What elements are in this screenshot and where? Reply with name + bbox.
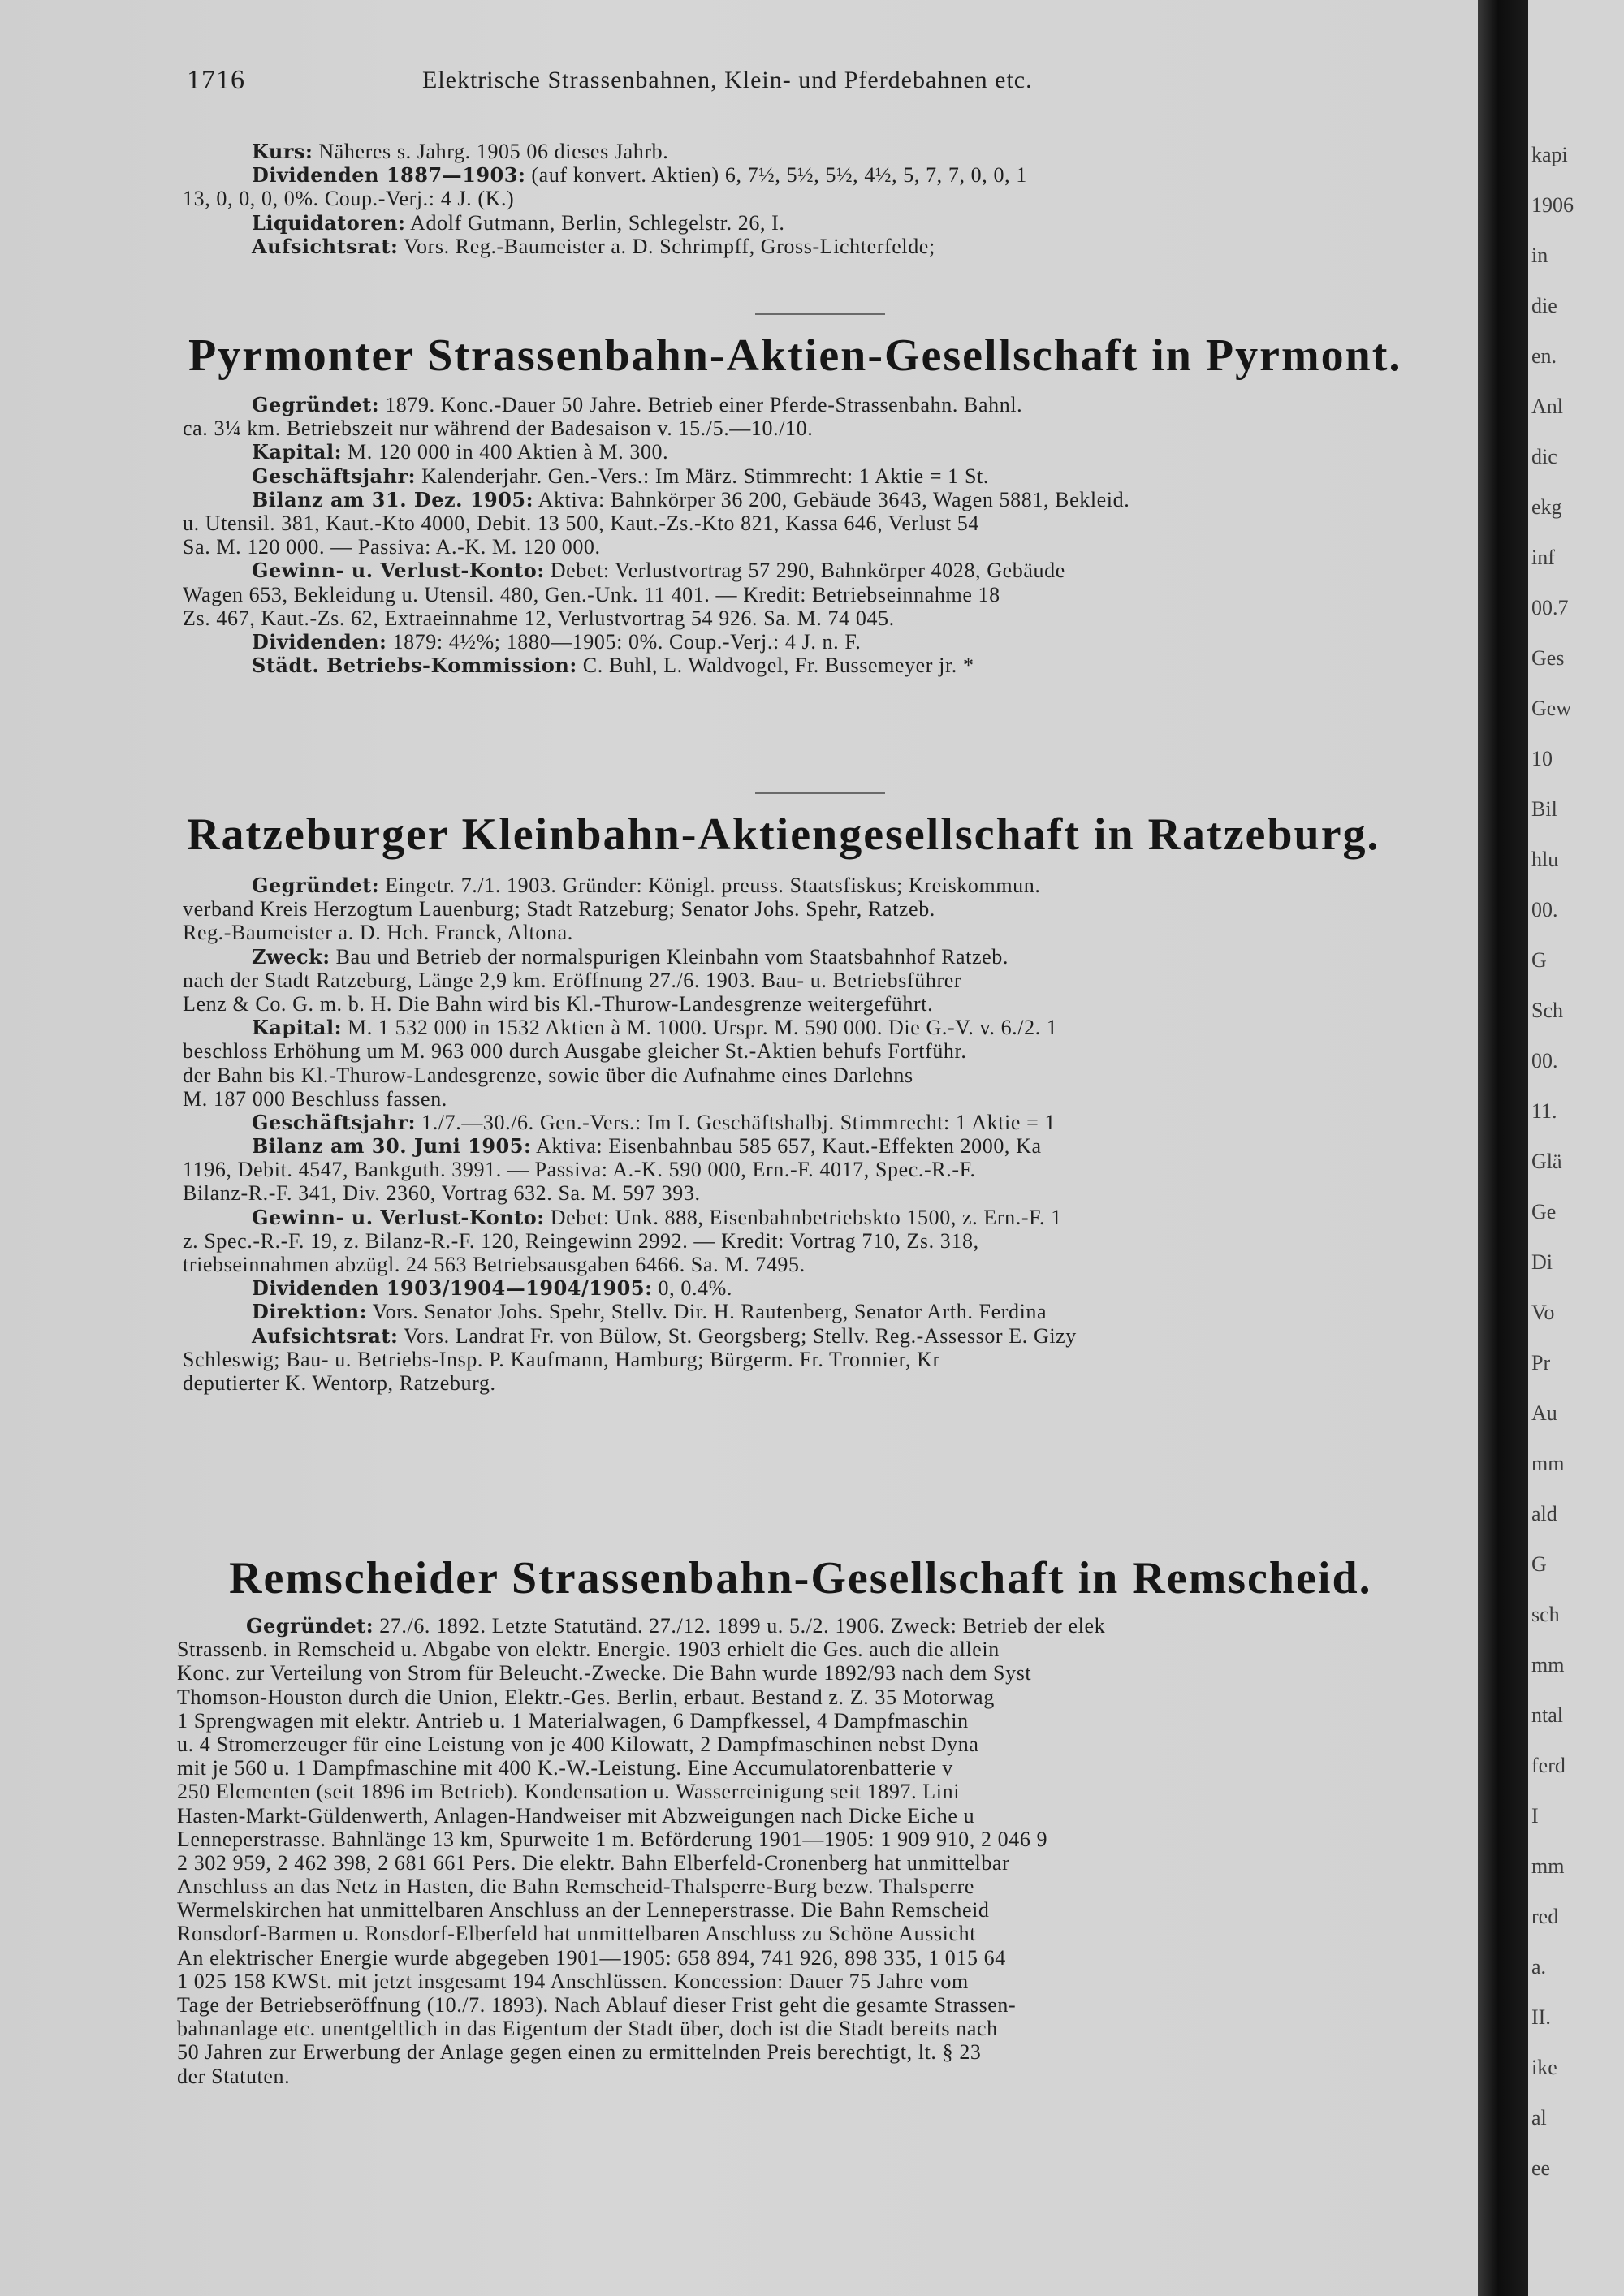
field-text: 0, 0.4%. <box>658 1276 733 1301</box>
text-line <box>177 1733 1476 1756</box>
adjacent-page-fragment: 00. <box>1531 898 1558 921</box>
field-text: Zs. 467, Kaut.-Zs. 62, Extraeinnahme 12, Verlustvortrag 54 926. Sa. M. 74 045. <box>183 606 895 630</box>
field-text: u. Utensil. 381, Kaut.-Kto 4000, Debit. 13 500, Kaut.-Zs.-Kto 821, Kassa 646, Verlust 54 <box>183 511 980 535</box>
field-label: Aufsichtsrat: <box>252 234 399 258</box>
text-line <box>177 1946 1476 1970</box>
text-line <box>183 897 1482 921</box>
text-line <box>183 606 1482 630</box>
field-text: Tage der Betriebseröffnung (10./7. 1893). Nach Ablauf dieser Frist geht die gesamte Strassen- <box>177 1993 1017 2017</box>
field-text: ca. 3¼ km. Betriebszeit nur während der Badesaison v. 15./5.—10./10. <box>183 416 814 441</box>
text-line <box>183 464 1482 488</box>
field-text: triebseinnahmen abzügl. 24 563 Betriebsausgaben 6466. Sa. M. 7495. <box>183 1253 806 1276</box>
text-line <box>177 1661 1476 1685</box>
field-text: Sa. M. 120 000. — Passiva: A.-K. M. 120 000. <box>183 535 601 559</box>
adjacent-page-fragment: en. <box>1531 344 1557 368</box>
adjacent-page-fragment: Pr <box>1531 1351 1551 1375</box>
text-line <box>177 1685 1476 1709</box>
adjacent-page-fragment: 1906 <box>1531 193 1574 217</box>
adjacent-page-fragment: Anl <box>1531 395 1563 418</box>
field-label: Gegründet: <box>252 874 380 897</box>
previous-entry-continuation <box>183 140 1482 258</box>
adjacent-page-fragment: sch <box>1531 1603 1560 1626</box>
adjacent-page-fragment: ekg <box>1531 495 1562 519</box>
entry-heading-remscheid: Remscheider Strassenbahn-Gesellschaft in Remscheid. <box>229 1553 1372 1603</box>
adjacent-page-fragment: in <box>1531 244 1548 267</box>
field-text: Schleswig; Bau- u. Betriebs-Insp. P. Kaufmann, Hamburg; Bürgerm. Fr. Tronnier, Kr <box>183 1347 940 1371</box>
adjacent-page-fragment: ike <box>1531 2056 1557 2079</box>
field-text: Lenz & Co. G. m. b. H. Die Bahn wird bis Kl.-Thurow-Landesgrenze weitergeführt. <box>183 991 934 1016</box>
text-line <box>183 1300 1482 1323</box>
field-text: Wermelskirchen hat unmittelbaren Anschluss an der Lenneperstrasse. Die Bahn Remscheid <box>177 1898 990 1923</box>
field-text: deputierter K. Wentorp, Ratzeburg. <box>183 1370 496 1395</box>
adjacent-page-fragment: I <box>1531 1804 1539 1828</box>
adjacent-page-fragment: Glä <box>1531 1150 1562 1173</box>
field-text: 50 Jahren zur Erwerbung der Anlage gegen einen zu ermittelnden Preis berechtigt, lt. § 23 <box>177 2040 982 2065</box>
text-line <box>177 1614 1476 1638</box>
field-text: Kalenderjahr. Gen.-Vers.: Im März. Stimmrecht: 1 Aktie = 1 St. <box>421 464 989 488</box>
text-line <box>183 211 1482 235</box>
adjacent-page-fragment: ald <box>1531 1502 1557 1526</box>
text-line <box>183 140 1482 163</box>
field-label: Geschäftsjahr: <box>252 464 416 488</box>
text-line <box>183 1181 1482 1205</box>
adjacent-page-fragment: Gew <box>1531 697 1572 720</box>
adjacent-page-fragment: hlu <box>1531 848 1559 871</box>
text-line <box>177 1993 1476 2017</box>
field-label: Direktion: <box>252 1300 367 1324</box>
field-text: nach der Stadt Ratzeburg, Länge 2,9 km. Eröffnung 27./6. 1903. Bau- u. Betriebsführer <box>183 968 962 992</box>
field-text: 1 Sprengwagen mit elektr. Antrieb u. 1 Materialwagen, 6 Dampfkessel, 4 Dampfmaschin <box>177 1708 969 1733</box>
text-line <box>177 1851 1476 1875</box>
text-line <box>183 992 1482 1016</box>
entry-heading-ratzeburg: Ratzeburger Kleinbahn-Aktiengesellschaft in Ratzeburg. <box>187 809 1380 860</box>
adjacent-page-fragment: dic <box>1531 445 1557 468</box>
adjacent-page-fragment: Sch <box>1531 999 1563 1022</box>
field-text: verband Kreis Herzogtum Lauenburg; Stadt Ratzeburg; Senator Johs. Spehr, Ratzeb. <box>183 897 935 921</box>
field-label: Aufsichtsrat: <box>252 1323 399 1348</box>
field-text: Debet: Unk. 888, Eisenbahnbetriebskto 1500, z. Ern.-F. 1 <box>550 1205 1062 1229</box>
text-line <box>183 1111 1482 1134</box>
adjacent-page-fragment: red <box>1531 1905 1559 1928</box>
field-text: Eingetr. 7./1. 1903. Gründer: Königl. preuss. Staatsfiskus; Kreiskommun. <box>385 874 1041 897</box>
text-line <box>177 1780 1476 1803</box>
book-gutter <box>1478 0 1528 2296</box>
field-text: An elektrischer Energie wurde abgegeben 1901—1905: 658 894, 741 926, 898 335, 1 015 64 <box>177 1945 1006 1970</box>
text-line <box>183 163 1482 187</box>
text-line <box>177 1828 1476 1851</box>
adjacent-page-fragment: 00.7 <box>1531 596 1569 619</box>
field-label: Gegründet: <box>252 393 380 416</box>
field-text: Vors. Senator Johs. Spehr, Stellv. Dir. H. Rautenberg, Senator Arth. Ferdina <box>372 1300 1047 1324</box>
field-label: Dividenden: <box>252 629 387 654</box>
adjacent-page-edge <box>1528 0 1624 2296</box>
adjacent-page-fragment: mm <box>1531 1854 1565 1878</box>
adjacent-page-fragment: die <box>1531 294 1557 317</box>
entry-body-pyrmont <box>183 393 1482 677</box>
text-line <box>183 393 1482 416</box>
text-line <box>183 535 1482 559</box>
field-text: Wagen 653, Bekleidung u. Utensil. 480, Gen.-Unk. 11 401. — Kredit: Betriebseinnahme 18 <box>183 582 1000 606</box>
field-text: 250 Elementen (seit 1896 im Betrieb). Kondensation u. Wasserreinigung seit 1897. Lini <box>177 1780 961 1804</box>
field-text: Bau und Betrieb der normalspurigen Kleinbahn vom Staatsbahnhof Ratzeb. <box>335 944 1009 969</box>
text-line <box>183 1276 1482 1300</box>
field-text: M. 187 000 Beschluss fassen. <box>183 1086 447 1111</box>
text-line <box>183 187 1482 210</box>
field-label: Bilanz am 31. Dez. 1905: <box>252 487 533 511</box>
text-line <box>183 583 1482 606</box>
field-text: Bilanz-R.-F. 341, Div. 2360, Vortrag 632. Sa. M. 597 393. <box>183 1181 701 1206</box>
field-text: Aktiva: Eisenbahnbau 585 657, Kaut.-Effekten 2000, Ka <box>535 1134 1042 1159</box>
text-line <box>177 1638 1476 1661</box>
field-text: u. 4 Stromerzeuger für eine Leistung von je 400 Kilowatt, 2 Dampfmaschinen nebst Dyna <box>177 1732 979 1756</box>
field-text: Anschluss an das Netz in Hasten, die Bahn Remscheid-Thalsperre-Burg bezw. Thalsperre <box>177 1875 975 1899</box>
field-text: Lenneperstrasse. Bahnlänge 13 km, Spurweite 1 m. Beförderung 1901—1905: 1 909 910, 2 046 9 <box>177 1827 1048 1851</box>
entry-heading-pyrmont: Pyrmonter Strassenbahn-Aktien-Gesellschaft in Pyrmont. <box>188 330 1402 381</box>
field-text: Ronsdorf-Barmen u. Ronsdorf-Elberfeld hat unmittelbaren Anschluss zu Schöne Aussicht <box>177 1922 977 1946</box>
field-text: Konc. zur Verteilung von Strom für Beleucht.-Zwecke. Die Bahn wurde 1892/93 nach dem Syst <box>177 1661 1032 1685</box>
text-line <box>177 1709 1476 1733</box>
text-line <box>177 2017 1476 2040</box>
field-text: 1879: 4½%; 1880—1905: 0%. Coup.-Verj.: 4 J. n. F. <box>392 629 862 654</box>
text-line <box>177 1804 1476 1828</box>
adjacent-page-fragment: kapi <box>1531 143 1568 166</box>
adjacent-page-fragment: mm <box>1531 1452 1565 1475</box>
field-text: mit je 560 u. 1 Dampfmaschine mit 400 K.-W.-Leistung. Eine Accumulatorenbatterie v <box>177 1756 953 1780</box>
adjacent-page-fragment: Ge <box>1531 1200 1557 1224</box>
text-line <box>183 630 1482 654</box>
adjacent-page-fragment: II. <box>1531 2005 1551 2029</box>
field-text: 1196, Debit. 4547, Bankguth. 3991. — Passiva: A.-K. 590 000, Ern.-F. 4017, Spec.-R.-F. <box>183 1158 976 1182</box>
section-divider <box>755 792 885 794</box>
text-line <box>183 559 1482 582</box>
text-line <box>177 1970 1476 1993</box>
field-text: der Statuten. <box>177 2064 291 2088</box>
text-line <box>183 1324 1482 1348</box>
field-text: beschloss Erhöhung um M. 963 000 durch Ausgabe gleicher St.-Aktien behufs Fortführ. <box>183 1039 967 1064</box>
field-label: Gewinn- u. Verlust-Konto: <box>252 1205 545 1229</box>
field-text: Reg.-Baumeister a. D. Hch. Franck, Altona. <box>183 921 573 945</box>
field-label: Kapital: <box>252 440 342 464</box>
field-text: Thomson-Houston durch die Union, Elektr.-Ges. Berlin, erbaut. Bestand z. Z. 35 Motorwag <box>177 1685 995 1709</box>
text-line <box>183 921 1482 944</box>
field-text: Adolf Gutmann, Berlin, Schlegelstr. 26, I. <box>410 210 785 235</box>
field-label: Liquidatoren: <box>252 210 406 235</box>
adjacent-page-fragment: Ges <box>1531 646 1565 670</box>
field-label: Bilanz am 30. Juni 1905: <box>252 1134 532 1159</box>
text-line <box>183 1206 1482 1229</box>
adjacent-page-fragment: 00. <box>1531 1049 1558 1072</box>
adjacent-page-fragment: ntal <box>1531 1703 1563 1727</box>
section-divider <box>755 313 885 315</box>
text-line <box>177 2040 1476 2064</box>
field-text: Aktiva: Bahnkörper 36 200, Gebäude 3643, Wagen 5881, Bekleid. <box>538 487 1130 511</box>
text-line <box>183 416 1482 440</box>
field-label: Dividenden 1903/1904—1904/1905: <box>252 1276 653 1301</box>
field-text: 1./7.—30./6. Gen.-Vers.: Im I. Geschäftshalbj. Stimmrecht: 1 Aktie = 1 <box>421 1110 1056 1134</box>
text-line <box>177 1875 1476 1898</box>
text-line <box>183 1087 1482 1111</box>
text-line <box>183 1134 1482 1158</box>
field-label: Dividenden 1887—1903: <box>252 163 526 188</box>
text-line <box>183 874 1482 897</box>
field-label: Geschäftsjahr: <box>252 1110 416 1134</box>
adjacent-page-fragment: 11. <box>1531 1099 1557 1123</box>
field-text: M. 1 532 000 in 1532 Aktien à M. 1000. Urspr. M. 590 000. Die G.-V. v. 6./2. 1 <box>348 1016 1058 1040</box>
adjacent-page-fragment: al <box>1531 2106 1547 2130</box>
adjacent-page-fragment: a. <box>1531 1955 1547 1979</box>
field-label: Gewinn- u. Verlust-Konto: <box>252 559 545 583</box>
field-text: Vors. Reg.-Baumeister a. D. Schrimpff, Gross-Lichterfelde; <box>403 234 935 258</box>
field-label: Gegründet: <box>246 1614 374 1638</box>
field-label: Städt. Betriebs-Kommission: <box>252 654 577 678</box>
field-text: M. 120 000 in 400 Aktien à M. 300. <box>348 440 669 464</box>
field-text: (auf konvert. Aktien) 6, 7½, 5½, 5½, 4½, 5, 7, 7, 0, 0, 1 <box>531 163 1027 188</box>
field-label: Zweck: <box>252 944 330 969</box>
text-line <box>183 1371 1482 1395</box>
field-text: 27./6. 1892. Letzte Statutänd. 27./12. 1899 u. 5./2. 1906. Zweck: Betrieb der elek <box>379 1614 1106 1638</box>
field-text: z. Spec.-R.-F. 19, z. Bilanz-R.-F. 120, Reingewinn 2992. — Kredit: Vortrag 710, Zs. 318, <box>183 1228 979 1253</box>
adjacent-page-fragment: Au <box>1531 1401 1557 1425</box>
text-line <box>183 969 1482 992</box>
adjacent-page-fragment: mm <box>1531 1653 1565 1677</box>
field-label: Kapital: <box>252 1016 342 1040</box>
text-line <box>183 1348 1482 1371</box>
field-text: 1 025 158 KWSt. mit jetzt insgesamt 194 Anschlüssen. Koncession: Dauer 75 Jahre vom <box>177 1969 969 1993</box>
adjacent-page-fragment: Vo <box>1531 1301 1555 1324</box>
text-line <box>183 1229 1482 1253</box>
running-title: Elektrische Strassenbahnen, Klein- und Pferdebahnen etc. <box>422 67 1033 93</box>
adjacent-page-fragment: G <box>1531 948 1547 972</box>
entry-body-remscheid <box>177 1614 1476 2088</box>
entry-body-ratzeburg <box>183 874 1482 1395</box>
field-text: Hasten-Markt-Güldenwerth, Anlagen-Handweiser mit Abzweigungen nach Dicke Eiche u <box>177 1803 975 1828</box>
text-line <box>177 1756 1476 1780</box>
text-line <box>183 440 1482 464</box>
adjacent-page-fragment: Di <box>1531 1250 1553 1274</box>
adjacent-page-fragment: 10 <box>1531 747 1553 770</box>
adjacent-page-fragment: G <box>1531 1552 1547 1576</box>
field-text: C. Buhl, L. Waldvogel, Fr. Bussemeyer jr. * <box>582 654 974 678</box>
adjacent-page-fragment: Bil <box>1531 797 1557 821</box>
text-line <box>177 2065 1476 2088</box>
text-line <box>183 1158 1482 1181</box>
text-line <box>183 235 1482 258</box>
text-line <box>183 1039 1482 1063</box>
page-header <box>187 65 1486 97</box>
text-line <box>177 1898 1476 1922</box>
text-line <box>177 1922 1476 1945</box>
field-text: Debet: Verlustvortrag 57 290, Bahnkörper 4028, Gebäude <box>550 559 1065 583</box>
field-text: Näheres s. Jahrg. 1905 06 dieses Jahrb. <box>318 140 669 163</box>
adjacent-page-fragment: ee <box>1531 2156 1551 2180</box>
field-text: Vors. Landrat Fr. von Bülow, St. Georgsberg; Stellv. Reg.-Assessor E. Gizy <box>403 1323 1077 1348</box>
adjacent-page-fragment: ferd <box>1531 1754 1566 1777</box>
text-line <box>183 1016 1482 1039</box>
page-number: 1716 <box>187 65 245 95</box>
adjacent-page-fragment: inf <box>1531 546 1555 569</box>
text-line <box>183 488 1482 511</box>
field-label: Kurs: <box>252 140 313 163</box>
field-text: 2 302 959, 2 462 398, 2 681 661 Pers. Die elektr. Bahn Elberfeld-Cronenberg hat unmittelbar <box>177 1850 1010 1875</box>
field-text: Strassenb. in Remscheid u. Abgabe von elektr. Energie. 1903 erhielt die Ges. auch die allein <box>177 1638 1000 1662</box>
text-line <box>183 654 1482 677</box>
field-text: der Bahn bis Kl.-Thurow-Landesgrenze, sowie über die Aufnahme eines Darlehns <box>183 1063 914 1087</box>
text-line <box>183 945 1482 969</box>
field-text: bahnanlage etc. unentgeltlich in das Eigentum der Stadt über, doch ist die Stadt bereits nach <box>177 2017 998 2041</box>
text-line <box>183 1064 1482 1087</box>
field-text: 1879. Konc.-Dauer 50 Jahre. Betrieb einer Pferde-Strassenbahn. Bahnl. <box>385 393 1023 416</box>
text-line <box>183 511 1482 535</box>
text-line <box>183 1253 1482 1276</box>
field-text: 13, 0, 0, 0, 0%. Coup.-Verj.: 4 J. (K.) <box>183 187 515 211</box>
